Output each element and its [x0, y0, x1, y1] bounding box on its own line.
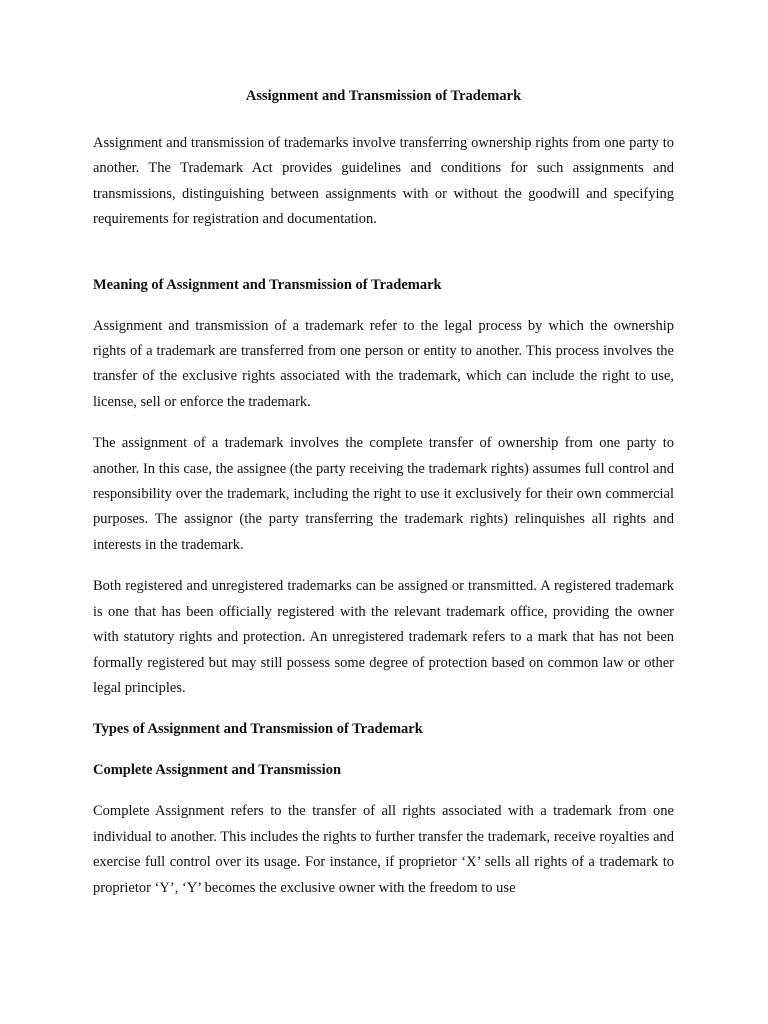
- meaning-paragraph-2: The assignment of a trademark involves the complete transfer of ownership from one party to another. In this case, the assignee (the party receiving the trademark rights) assumes full control and responsibility over the trademark, including the right to use it exclusively for their own commercial purposes. The assignor (the party transferring the trademark rights) relinquishes all rights and interests in the trademark.: [93, 435, 674, 553]
- section-heading-meaning: Meaning of Assignment and Transmission of Trademark: [93, 276, 442, 293]
- section-heading-complete: Complete Assignment and Transmission: [93, 762, 342, 779]
- complete-paragraph: Complete Assignment refers to the transfer of all rights associated with a trademark from one individual to another. This includes the rights to further transfer the trademark, receive royalties and exercise full control over its usage. For instance, if proprietor ‘X’ sells all rights of a trademark to proprietor ‘Y’, ‘Y’ becomes the exclusive owner with the freedom to use: [93, 803, 674, 896]
- document-title: Assignment and Transmission of Trademark: [245, 88, 522, 104]
- meaning-paragraph-3: Both registered and unregistered trademarks can be assigned or transmitted. A registered trademark is one that has been officially registered with the relevant trademark office, providing the owner with statutory rights and protection. An unregistered trademark refers to a mark that has not been formally registered but may still possess some degree of protection based on common law or other legal principles.: [93, 578, 674, 696]
- document-page: [93, 84, 674, 901]
- section-heading-types: Types of Assignment and Transmission of Trademark: [93, 721, 423, 738]
- meaning-paragraph-1: Assignment and transmission of a trademark refer to the legal process by which the ownership rights of a trademark are transferred from one person or entity to another. This process involves the transfer of the exclusive rights associated with the trademark, which can include the right to use, license, sell or enforce the trademark.: [93, 317, 674, 410]
- intro-paragraph: Assignment and transmission of trademarks involve transferring ownership rights from one party to another. The Trademark Act provides guidelines and conditions for such assignments and transmissions, distinguishing between assignments with or without the goodwill and specifying requirements for registration and documentation.: [93, 135, 674, 228]
